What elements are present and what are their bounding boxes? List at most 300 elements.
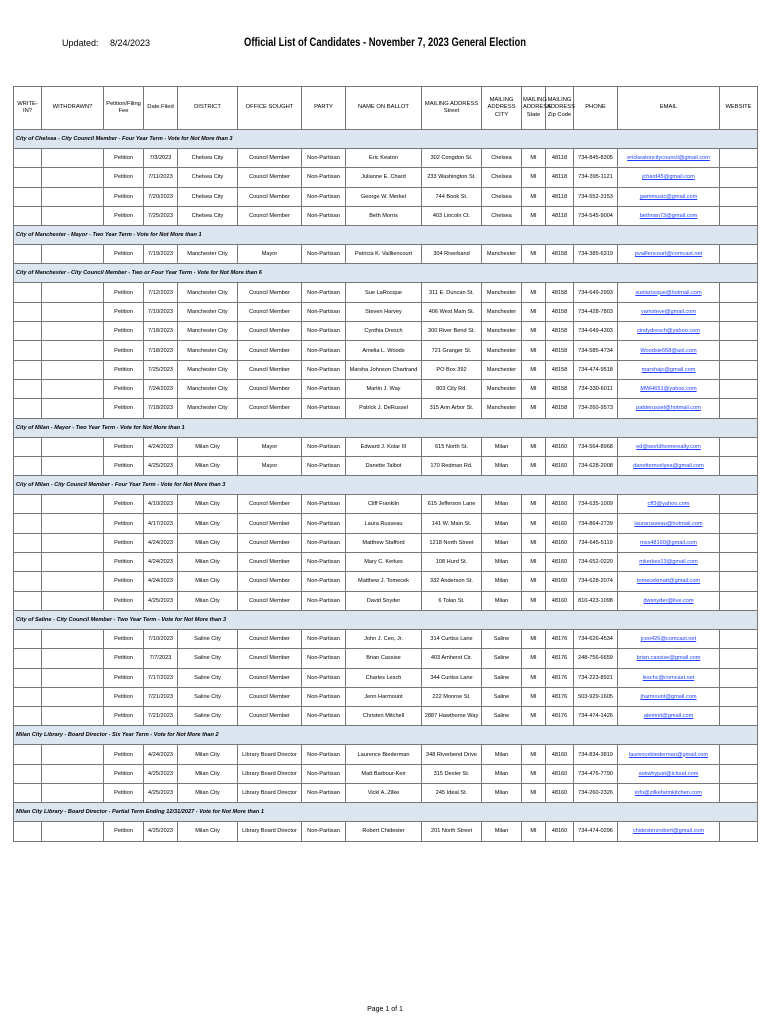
section-header-row <box>14 130 758 149</box>
table-cell: 803 City Rd. <box>422 379 482 398</box>
table-cell: Petition <box>104 302 144 321</box>
table-cell: 48158 <box>546 360 574 379</box>
table-cell: 48158 <box>546 283 574 302</box>
section-title: City of Milan - City Council Member - Four Year Term - Vote for Not More than 3 <box>14 476 758 495</box>
table-cell: 734-395-1121 <box>574 168 618 187</box>
table-cell: Petition <box>104 283 144 302</box>
table-cell: 4/24/2023 <box>144 533 178 552</box>
email-link[interactable]: mkerkes13@gmail.com <box>618 553 720 572</box>
table-cell: 48176 <box>546 668 574 687</box>
email-link[interactable]: vamsteve@gmail.com <box>618 302 720 321</box>
column-header: PHONE <box>574 87 618 130</box>
table-cell: 245 Ideal St. <box>422 784 482 803</box>
table-cell: Non-Partisan <box>302 187 346 206</box>
table-cell: 734-645-5119 <box>574 533 618 552</box>
table-cell: MI <box>522 341 546 360</box>
table-cell: MI <box>522 245 546 264</box>
table-cell: 734-864-2739 <box>574 514 618 533</box>
table-cell: Milan <box>482 514 522 533</box>
table-cell: 108 Hurd St. <box>422 553 482 572</box>
table-cell: 233 Washington St. <box>422 168 482 187</box>
table-cell <box>720 649 758 668</box>
table-cell: Julianne E. Chard <box>346 168 422 187</box>
email-link[interactable]: pvaillencourt@comcast.net <box>618 245 720 264</box>
table-cell: 4/25/2023 <box>144 456 178 475</box>
table-cell <box>42 456 104 475</box>
table-cell: 4/24/2023 <box>144 437 178 456</box>
table-cell: Petition <box>104 707 144 726</box>
table-cell <box>42 206 104 225</box>
table-cell: Milan <box>482 745 522 764</box>
table-cell: 300 River Bend St. <box>422 322 482 341</box>
table-row <box>14 168 758 187</box>
table-cell <box>42 341 104 360</box>
table-row <box>14 687 758 706</box>
table-cell: 4/17/2023 <box>144 514 178 533</box>
table-cell <box>14 707 42 726</box>
email-link[interactable]: Woodsie668@aol.com <box>618 341 720 360</box>
table-cell <box>720 322 758 341</box>
table-cell: Non-Partisan <box>302 784 346 803</box>
table-cell: Beth Morris <box>346 206 422 225</box>
table-cell: MI <box>522 629 546 648</box>
table-cell: 403 Lincoln Ct. <box>422 206 482 225</box>
table-cell: MI <box>522 553 546 572</box>
table-cell: MI <box>522 360 546 379</box>
table-cell: Milan City <box>178 553 238 572</box>
email-link[interactable]: jceo426@comcast.net <box>618 629 720 648</box>
table-cell: 734-649-4303 <box>574 322 618 341</box>
table-cell: Saline City <box>178 629 238 648</box>
email-link[interactable]: leschc@comcast.net <box>618 668 720 687</box>
table-cell <box>720 149 758 168</box>
table-cell: Laura Russeau <box>346 514 422 533</box>
table-cell <box>14 745 42 764</box>
table-cell: 734-476-7790 <box>574 764 618 783</box>
table-cell: MI <box>522 379 546 398</box>
table-cell: Cynthia Dresch <box>346 322 422 341</box>
table-cell: 2887 Hawthorne Way <box>422 707 482 726</box>
table-cell: Non-Partisan <box>302 591 346 610</box>
table-cell: Milan City <box>178 822 238 841</box>
table-cell: Mayor <box>238 456 302 475</box>
table-cell: 734-474-0296 <box>574 822 618 841</box>
table-cell <box>14 591 42 610</box>
table-cell <box>14 553 42 572</box>
table-cell: Non-Partisan <box>302 649 346 668</box>
table-cell: 4/25/2023 <box>144 764 178 783</box>
email-link[interactable]: marshajc@gmail.com <box>618 360 720 379</box>
table-cell: MI <box>522 168 546 187</box>
table-cell: 4/24/2023 <box>144 745 178 764</box>
table-cell: Steven Harvey <box>346 302 422 321</box>
table-row <box>14 764 758 783</box>
table-cell: Milan City <box>178 591 238 610</box>
table-cell: 4/25/2023 <box>144 822 178 841</box>
column-header: Petition/Filing Fee <box>104 87 144 130</box>
table-cell: MI <box>522 149 546 168</box>
table-cell: Matt Barbour-Keir <box>346 764 422 783</box>
table-cell: 734-385-6319 <box>574 245 618 264</box>
table-cell: 734-635-1009 <box>574 495 618 514</box>
table-cell: 48160 <box>546 495 574 514</box>
email-link[interactable]: atemnit@gmail.com <box>618 707 720 726</box>
table-cell: Milan City <box>178 456 238 475</box>
table-cell: Milan City <box>178 745 238 764</box>
email-link[interactable]: dwsnyder@live.com <box>618 591 720 610</box>
table-cell: Manchester <box>482 360 522 379</box>
table-cell: 7/12/2023 <box>144 283 178 302</box>
email-link[interactable]: chidesterzrobert@gmail.com <box>618 822 720 841</box>
table-cell <box>720 341 758 360</box>
table-cell: Library Board Director <box>238 822 302 841</box>
table-cell: 48160 <box>546 764 574 783</box>
table-row <box>14 437 758 456</box>
table-cell: Chelsea City <box>178 168 238 187</box>
table-row <box>14 514 758 533</box>
table-cell: MI <box>522 399 546 418</box>
table-cell: Petition <box>104 687 144 706</box>
table-cell <box>14 322 42 341</box>
table-cell: Non-Partisan <box>302 245 346 264</box>
table-cell <box>14 764 42 783</box>
email-link[interactable]: patderussel@hotmail.com <box>618 399 720 418</box>
table-cell: Council Member <box>238 687 302 706</box>
table-cell: Council Member <box>238 495 302 514</box>
table-cell: 734-628-2008 <box>574 456 618 475</box>
table-cell: Non-Partisan <box>302 745 346 764</box>
table-cell: MI <box>522 437 546 456</box>
table-cell: Vicki A. Zilke <box>346 784 422 803</box>
section-header-row <box>14 610 758 629</box>
table-row <box>14 629 758 648</box>
table-cell <box>720 591 758 610</box>
table-cell <box>14 149 42 168</box>
email-link[interactable]: bethnan73@gmail.com <box>618 206 720 225</box>
table-cell <box>42 399 104 418</box>
table-cell: John J. Ceo, Jr. <box>346 629 422 648</box>
table-cell: 48160 <box>546 437 574 456</box>
table-cell: Non-Partisan <box>302 822 346 841</box>
column-header: PARTY <box>302 87 346 130</box>
table-cell: Petition <box>104 629 144 648</box>
table-cell: 7/25/2023 <box>144 360 178 379</box>
column-header: NAME ON BALLOT <box>346 87 422 130</box>
email-link[interactable]: MWH651@yahoo.com <box>618 379 720 398</box>
table-cell <box>42 533 104 552</box>
table-cell <box>720 495 758 514</box>
table-cell: Milan <box>482 591 522 610</box>
table-cell: Petition <box>104 206 144 225</box>
email-link[interactable]: laurencebiederman@gmail.com <box>618 745 720 764</box>
table-row <box>14 341 758 360</box>
table-cell <box>720 379 758 398</box>
table-cell: 315 Ann Arbor St. <box>422 399 482 418</box>
table-cell: 734-626-4534 <box>574 629 618 648</box>
table-cell: Saline <box>482 687 522 706</box>
table-row <box>14 187 758 206</box>
table-cell: Council Member <box>238 283 302 302</box>
table-cell <box>720 668 758 687</box>
table-cell: Milan <box>482 784 522 803</box>
table-cell <box>720 206 758 225</box>
section-title: Milan City Library - Board Director - Six Year Term - Vote for Not More than 2 <box>14 726 758 745</box>
table-cell: Danette Talbot <box>346 456 422 475</box>
column-header: Date Filed <box>144 87 178 130</box>
table-row <box>14 206 758 225</box>
email-link[interactable]: mss48160@gmail.com <box>618 533 720 552</box>
table-cell: Non-Partisan <box>302 764 346 783</box>
email-link[interactable]: erickeatoncitycouncil@gmail.com <box>618 149 720 168</box>
table-row <box>14 456 758 475</box>
section-title: City of Milan - Mayor - Two Year Term - Vote for Not More than 1 <box>14 418 758 437</box>
table-row <box>14 784 758 803</box>
table-cell <box>42 245 104 264</box>
table-cell: Non-Partisan <box>302 149 346 168</box>
table-cell: Manchester City <box>178 322 238 341</box>
table-cell <box>720 302 758 321</box>
table-cell: Council Member <box>238 322 302 341</box>
table-cell <box>720 456 758 475</box>
table-cell: 48118 <box>546 168 574 187</box>
table-cell: Council Member <box>238 668 302 687</box>
table-row <box>14 399 758 418</box>
page-number: Page 1 of 1 <box>367 1006 403 1013</box>
table-cell <box>14 533 42 552</box>
table-cell: Non-Partisan <box>302 533 346 552</box>
email-link[interactable]: cff3@yahoo.com <box>618 495 720 514</box>
email-link[interactable]: laurarusseau@hotmail.com <box>618 514 720 533</box>
table-cell: Milan City <box>178 514 238 533</box>
table-cell: Manchester <box>482 302 522 321</box>
table-cell: Milan <box>482 822 522 841</box>
table-cell: Matthew J. Tomecek <box>346 572 422 591</box>
table-cell: Non-Partisan <box>302 283 346 302</box>
email-link[interactable]: gwmmusic@gmail.com <box>618 187 720 206</box>
table-cell: Petition <box>104 591 144 610</box>
table-cell: 48160 <box>546 591 574 610</box>
email-link[interactable]: askwhyjust@icloud.com <box>618 764 720 783</box>
table-cell: 744 Book St. <box>422 187 482 206</box>
table-cell: Milan City <box>178 572 238 591</box>
table-cell: MI <box>522 591 546 610</box>
table-cell <box>14 649 42 668</box>
section-header-row <box>14 476 758 495</box>
table-cell: 7/11/2023 <box>144 168 178 187</box>
email-link[interactable]: danettemcelyea@gmail.com <box>618 456 720 475</box>
table-cell: 48158 <box>546 379 574 398</box>
table-row <box>14 533 758 552</box>
table-cell <box>42 784 104 803</box>
table-cell: Saline City <box>178 707 238 726</box>
table-cell: Non-Partisan <box>302 495 346 514</box>
table-cell: Chelsea City <box>178 187 238 206</box>
email-link[interactable]: cindydresch@yahoo.com <box>618 322 720 341</box>
table-cell <box>42 707 104 726</box>
section-title: City of Manchester - Mayor - Two Year Term - Vote for Not More than 1 <box>14 226 758 245</box>
table-cell: David Snyder <box>346 591 422 610</box>
table-cell: Council Member <box>238 591 302 610</box>
table-cell: Petition <box>104 745 144 764</box>
table-row <box>14 245 758 264</box>
section-title: City of Chelsea - City Council Member - Four Year Term - Vote for Not More than 3 <box>14 130 758 149</box>
updated-label: Updated: <box>62 38 99 48</box>
table-cell: 734-564-8968 <box>574 437 618 456</box>
table-cell: Petition <box>104 784 144 803</box>
table-cell: 734-652-0220 <box>574 553 618 572</box>
table-cell: 406 West Main St. <box>422 302 482 321</box>
table-cell: Petition <box>104 822 144 841</box>
table-cell <box>42 629 104 648</box>
table-cell: 48160 <box>546 745 574 764</box>
email-link[interactable]: info@zilkefarmkitchen.com <box>618 784 720 803</box>
table-cell: Non-Partisan <box>302 206 346 225</box>
table-cell: Milan <box>482 764 522 783</box>
table-row <box>14 149 758 168</box>
table-cell: Chelsea <box>482 206 522 225</box>
table-cell <box>720 553 758 572</box>
table-cell: MI <box>522 514 546 533</box>
table-row <box>14 379 758 398</box>
table-cell <box>42 745 104 764</box>
table-cell <box>14 572 42 591</box>
table-cell: Milan City <box>178 764 238 783</box>
table-cell: Council Member <box>238 629 302 648</box>
table-cell <box>720 283 758 302</box>
table-cell: 4/24/2023 <box>144 553 178 572</box>
table-cell: 1218 North Street <box>422 533 482 552</box>
table-cell: Manchester <box>482 399 522 418</box>
table-cell <box>42 149 104 168</box>
table-row <box>14 553 758 572</box>
table-cell: 170 Redman Rd. <box>422 456 482 475</box>
table-cell: 403 Amherst Cir. <box>422 649 482 668</box>
table-cell: Eric Keaton <box>346 149 422 168</box>
table-cell: Petition <box>104 360 144 379</box>
table-cell: Petition <box>104 514 144 533</box>
table-cell: 734-545-9004 <box>574 206 618 225</box>
table-cell: 615 North St. <box>422 437 482 456</box>
email-link[interactable]: suelarocque@hotmail.com <box>618 283 720 302</box>
table-cell: 810-423-1098 <box>574 591 618 610</box>
email-link[interactable]: jharmount@gmail.com <box>618 687 720 706</box>
table-cell <box>720 629 758 648</box>
table-cell <box>42 360 104 379</box>
table-cell: 48158 <box>546 399 574 418</box>
table-cell: Milan <box>482 495 522 514</box>
table-cell: Petition <box>104 572 144 591</box>
table-cell: 734-845-8305 <box>574 149 618 168</box>
column-header: MAILING ADDRESS Zip Code <box>546 87 574 130</box>
table-cell: Chelsea <box>482 187 522 206</box>
table-cell: 734-260-9573 <box>574 399 618 418</box>
table-cell <box>14 687 42 706</box>
table-cell: MI <box>522 456 546 475</box>
table-cell <box>42 283 104 302</box>
table-cell <box>42 187 104 206</box>
table-cell: Non-Partisan <box>302 360 346 379</box>
table-cell: 304 Riverband <box>422 245 482 264</box>
table-cell: 7/3/2023 <box>144 149 178 168</box>
table-cell: 734-474-1426 <box>574 707 618 726</box>
table-cell: Petition <box>104 764 144 783</box>
table-cell: Council Member <box>238 360 302 379</box>
email-link[interactable]: brian.cassise@gmail.com <box>618 649 720 668</box>
table-cell: MI <box>522 495 546 514</box>
table-cell: Milan <box>482 533 522 552</box>
table-cell: 7/10/2023 <box>144 302 178 321</box>
table-cell: Laurence Biederman <box>346 745 422 764</box>
table-cell <box>14 245 42 264</box>
table-cell <box>42 302 104 321</box>
section-title: City of Saline - City Council Member - Two Year Term - Vote for Not More than 3 <box>14 610 758 629</box>
table-cell: Manchester <box>482 341 522 360</box>
table-cell: Non-Partisan <box>302 379 346 398</box>
email-link[interactable]: ed@worldhomerealty.com <box>618 437 720 456</box>
table-row <box>14 360 758 379</box>
table-cell: Milan <box>482 572 522 591</box>
email-link[interactable]: tomecekmatt@gmail.com <box>618 572 720 591</box>
table-cell: 201 North Street <box>422 822 482 841</box>
table-cell: 734-474-9518 <box>574 360 618 379</box>
table-cell: 734-649-2993 <box>574 283 618 302</box>
table-cell <box>720 168 758 187</box>
table-cell: Manchester City <box>178 283 238 302</box>
table-cell: 48160 <box>546 456 574 475</box>
table-cell: Council Member <box>238 206 302 225</box>
table-cell: 721 Granger St. <box>422 341 482 360</box>
table-cell: 48158 <box>546 245 574 264</box>
table-cell: PO Box 392 <box>422 360 482 379</box>
table-cell: Martin J. Way <box>346 379 422 398</box>
table-row <box>14 649 758 668</box>
table-cell <box>14 187 42 206</box>
table-row <box>14 302 758 321</box>
table-cell <box>720 245 758 264</box>
table-cell: 48160 <box>546 553 574 572</box>
table-cell <box>42 822 104 841</box>
table-cell <box>42 668 104 687</box>
table-cell: Manchester City <box>178 379 238 398</box>
table-cell: 4/25/2023 <box>144 784 178 803</box>
updated-date: 8/24/2023 <box>110 38 151 48</box>
table-cell <box>720 187 758 206</box>
table-cell: 7/17/2023 <box>144 668 178 687</box>
section-header-row <box>14 803 758 822</box>
email-link[interactable]: jchard45@gmail.com <box>618 168 720 187</box>
table-cell: 48158 <box>546 302 574 321</box>
table-cell: Robert Chidester <box>346 822 422 841</box>
table-cell: 734-428-7803 <box>574 302 618 321</box>
table-cell: 6 Tolan St. <box>422 591 482 610</box>
table-cell: 4/10/2023 <box>144 495 178 514</box>
table-cell <box>42 514 104 533</box>
table-cell: 344 Curtiss Lane <box>422 668 482 687</box>
table-cell: Marsha Johnson Chartrand <box>346 360 422 379</box>
table-cell: Brian Cassise <box>346 649 422 668</box>
table-cell: Council Member <box>238 399 302 418</box>
table-row <box>14 707 758 726</box>
table-cell: Manchester City <box>178 360 238 379</box>
table-cell: Amelia L. Woods <box>346 341 422 360</box>
table-cell: 48158 <box>546 322 574 341</box>
table-cell: Christen Mitchell <box>346 707 422 726</box>
table-cell: Manchester <box>482 283 522 302</box>
column-header: WRITE-IN? <box>14 87 42 130</box>
table-cell <box>42 379 104 398</box>
table-cell: 734-585-4734 <box>574 341 618 360</box>
table-cell <box>720 360 758 379</box>
